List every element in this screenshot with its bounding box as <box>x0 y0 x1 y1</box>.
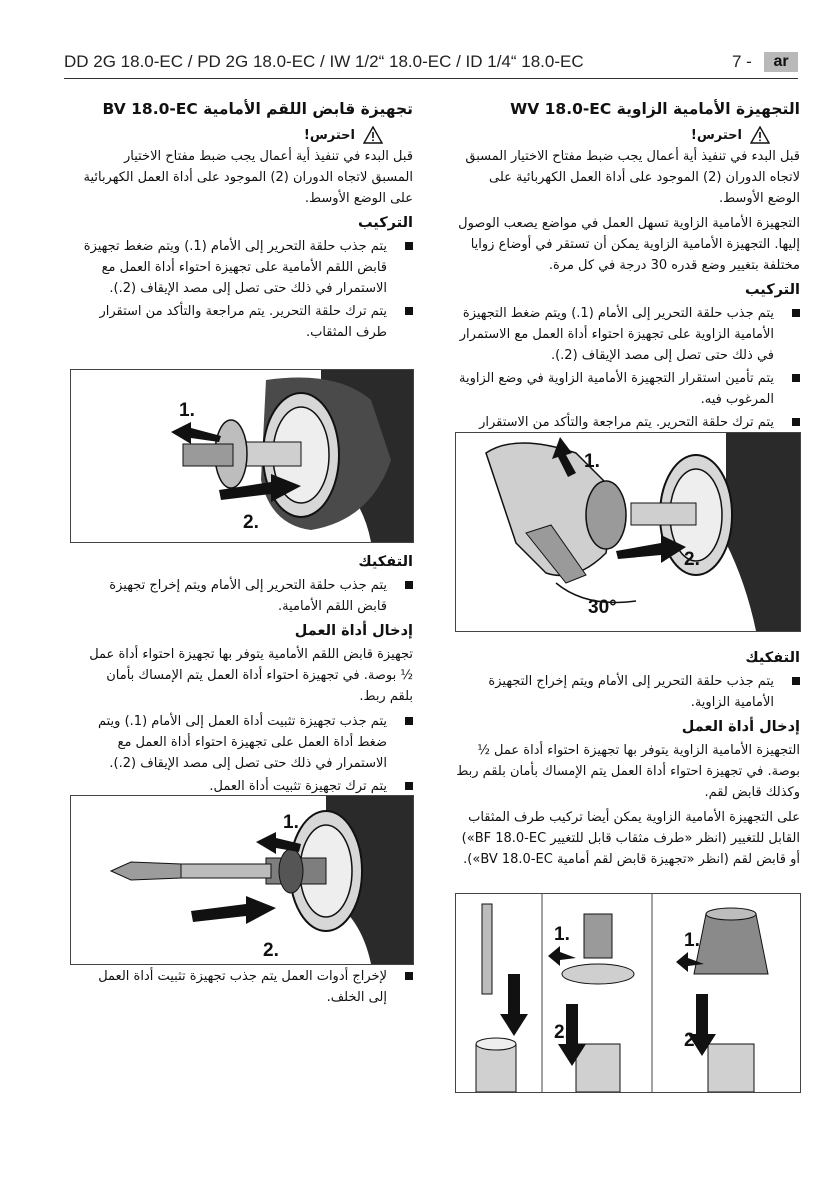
warning <box>454 126 770 144</box>
list-item: يتم ترك حلقة التحرير. يتم مراجعة والتأكد من الاستقرار <box>454 412 800 454</box>
warning <box>80 126 383 144</box>
header-rule <box>64 78 798 79</box>
step-label-2: 2. <box>263 940 279 961</box>
figure-bit-insert <box>70 795 414 965</box>
left-column-footer <box>80 966 413 1012</box>
step-label-1: 1. <box>554 924 570 945</box>
list-item: يتم تأمين استقرار التجهيزة الأمامية الزاوية في وضع الزاوية المرغوب فيه. <box>454 368 800 410</box>
list-item: يتم جذب تجهيزة تثبيت أداة العمل إلى الأمام (1.) ويتم ضغط أداة العمل على تجهيزة احتواء أداة العمل مع الاستمرار في ذلك حتى تصل إلى مصد الإيقاف (2.). <box>80 711 413 774</box>
insert-text: التجهيزة الأمامية الزاوية يتوفر بها تجهيزة احتواء أداة عمل ½ بوصة. في تجهيزة احتواء أداة العمل يتم الإمساك بأمان بلقم ربط وكذلك قابض لقم. <box>456 743 800 800</box>
intro-text: التجهيزة الأمامية الزاوية تسهل العمل في مواضع يصعب الوصول إليها. التجهيزة الأمامية الزاوية يمكن أن تستقر في أوضاع زوايا مختلفة بتغيير وضع قدره 30 درجة في كل مرة. <box>458 216 800 273</box>
list-item: يتم جذب حلقة التحرير إلى الأمام ويتم إخراج تجهيزة قابض اللقم الأمامية. <box>80 575 413 617</box>
list-item: يتم جذب حلقة التحرير إلى الأمام (1.) ويتم ضغط تجهيزة قابض اللقم الأمامية على تجهيزة احتواء أداة العمل مع الاستمرار في ذلك حتى تصل إلى مصد الإيقاف (2.). <box>80 236 413 299</box>
eject-list <box>80 966 413 1008</box>
insert-list <box>80 711 413 797</box>
warning-text: قبل البدء في تنفيذ أية أعمال يجب ضبط مفتاح الاختيار المسبق لاتجاه الدوران (2) الموجود على أداة العمل الكهربائية على الوضع الأوسط. <box>83 149 413 206</box>
page-header <box>64 52 798 76</box>
insert-heading: إدخال أداة العمل <box>681 719 800 735</box>
warning-icon <box>363 126 383 144</box>
step-label-1: 1. <box>584 451 600 472</box>
left-column-lower <box>80 548 413 801</box>
insert-text: تجهيزة قابض اللقم الأمامية يتوفر بها تجهيزة احتواء أداة عمل ½ بوصة. في تجهيزة احتواء أداة العمل يتم الإمساك بأمان بلقم ربط. <box>89 647 413 704</box>
right-column <box>454 98 800 458</box>
warning-text: قبل البدء في تنفيذ أية أعمال يجب ضبط مفتاح الاختيار المسبق لاتجاه الدوران (2) الموجود على أداة العمل الكهربائية على الوضع الأوسط. <box>465 149 800 206</box>
step-label-1: 1. <box>179 400 195 421</box>
right-column-lower <box>454 644 800 874</box>
step-label-2: 2. <box>554 1022 570 1043</box>
install-list <box>80 236 413 343</box>
removal-list <box>80 575 413 617</box>
step-label-2: 2. <box>684 549 700 570</box>
install-heading: التركيب <box>744 282 800 298</box>
warning-label: احترس! <box>303 127 355 143</box>
insert-heading: إدخال أداة العمل <box>294 623 413 639</box>
warning-label: احترس! <box>690 127 742 143</box>
removal-heading: التفكيك <box>745 650 800 666</box>
warning-icon <box>750 126 770 144</box>
list-item: يتم جذب حلقة التحرير إلى الأمام ويتم إخراج التجهيزة الأمامية الزاوية. <box>454 671 800 713</box>
step-label-1: 1. <box>684 930 700 951</box>
angle-label: 30° <box>588 597 617 618</box>
insert-text-2: على التجهيزة الأمامية الزاوية يمكن أيضا تركيب طرف المثقاب القابل للتغيير (انظر «طرف مثقاب قابل للتغيير BF 18.0-EC») أو قابض لقم (انظر «تجهيزة قابض لقم أمامية BV 18.0-EC»). <box>461 810 800 867</box>
list-item: يتم ترك حلقة التحرير. يتم مراجعة والتأكد من استقرار طرف المثقاب. <box>80 301 413 343</box>
step-label-2: 2. <box>684 1030 700 1051</box>
removal-list <box>454 671 800 713</box>
removal-heading: التفكيك <box>358 554 413 570</box>
left-column <box>80 98 413 347</box>
step-label-2: 2. <box>243 512 259 533</box>
figure-angle-install <box>455 432 801 632</box>
language-badge: ar <box>764 52 798 72</box>
figure-tool-options <box>455 893 801 1093</box>
document-title: DD 2G 18.0-EC / PD 2G 18.0-EC / IW 1/2“ 18.0-EC / ID 1/4“ 18.0-EC <box>64 52 584 71</box>
section-heading: التجهيزة الأمامية الزاوية WV 18.0-EC <box>510 100 800 118</box>
page-number: 7 - <box>732 52 752 71</box>
list-item: يتم جذب حلقة التحرير إلى الأمام (1.) ويتم ضغط التجهيزة الأمامية الزاوية على تجهيزة احتواء أداة العمل مع الاستمرار في ذلك حتى تصل إلى مصد الإيقاف (2.). <box>454 303 800 366</box>
step-label-1: 1. <box>283 812 299 833</box>
install-heading: التركيب <box>357 215 413 231</box>
figure-chuck-install <box>70 369 414 543</box>
list-item: يتم ترك تجهيزة تثبيت أداة العمل. <box>80 776 413 797</box>
list-item: لإخراج أدوات العمل يتم جذب تجهيزة تثبيت أداة العمل إلى الخلف. <box>80 966 413 1008</box>
section-heading: تجهيزة قابض اللقم الأمامية BV 18.0-EC <box>102 100 413 118</box>
